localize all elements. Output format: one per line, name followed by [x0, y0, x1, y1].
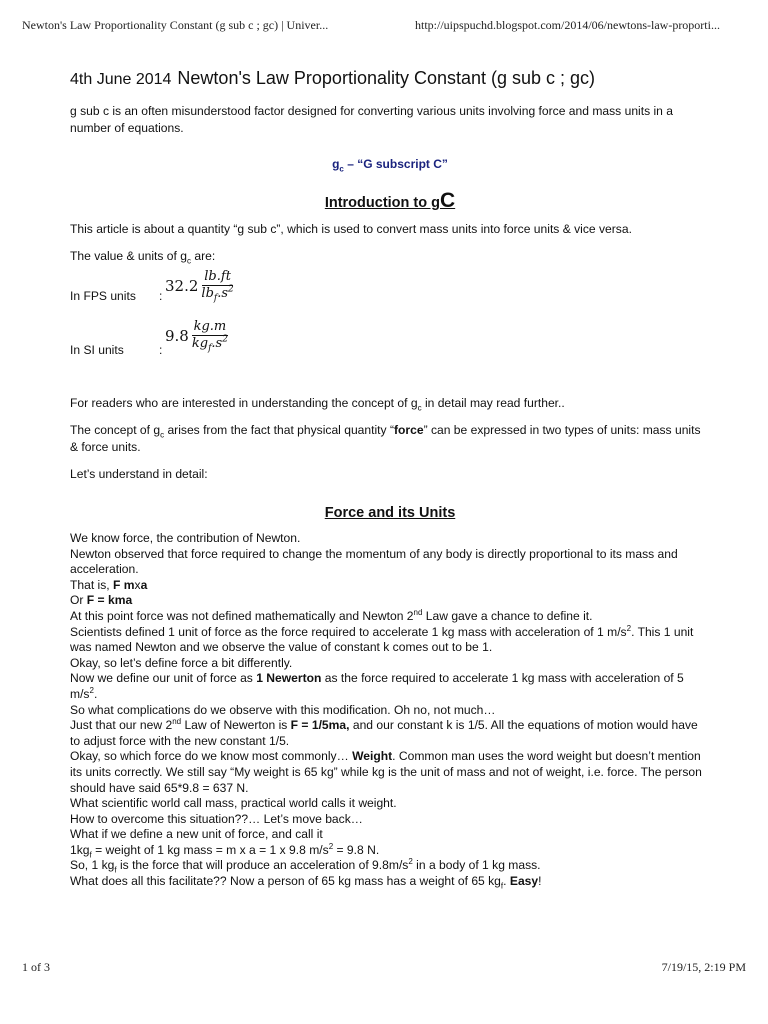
page-number: 1 of 3	[22, 960, 50, 974]
si-formula: 9.8 $\frac{kg.m}{kg_f.s^2}$	[165, 319, 228, 354]
section-heading-introduction: Introduction to gC	[324, 189, 456, 212]
post-title[interactable]: Newton's Law Proportionality Constant (g sub c ; gc)	[177, 68, 596, 88]
concept-paragraph: The concept of $g_c$ arises from the fact that physical quantity “force” can be expressed in two types of units: mass units & force units.	[70, 423, 701, 454]
fps-units-row: In FPS units : 32.2 $\frac{lb.ft}{lb_f.s^2}$	[70, 269, 234, 304]
force-line: Or F = kma	[70, 593, 133, 608]
print-header	[22, 18, 746, 34]
force-line: Okay, so let’s define force a bit differently.	[70, 655, 293, 670]
force-line: Now we define our unit of force as 1 Newerton as the force required to accelerate 1 kg mass with acceleration of 5 $m/s^2$.	[70, 671, 684, 701]
post-intro: g sub c is an often misunderstood factor designed for converting various units involving force and mass units in a number of equations.	[70, 104, 673, 135]
force-line: So, 1 $kg_f$ is the force that will produce an acceleration of $9.8m/s^2$ in a body of 1 kg mass.	[70, 857, 541, 875]
force-line: What scientific world call mass, practical world calls it weight.	[70, 796, 397, 811]
si-units-row: In SI units : 9.8 $\frac{kg.m}{kg_f.s^2}$	[70, 319, 228, 357]
force-line: Scientists defined 1 unit of force as the force required to accelerate 1 kg mass with acceleration of 1 $m/s^2$. This 1 unit was named Newton and we observe the value of constant k comes out to be 1.	[70, 623, 694, 655]
force-line: We know force, the contribution of Newton.	[70, 531, 301, 545]
print-page-url: http://uipspuchd.blogspot.com/2014/06/newtons-law-proporti...	[415, 18, 720, 32]
article-content	[70, 68, 710, 890]
post-date: 4th June 2014	[70, 71, 172, 88]
force-line: What if we define a new unit of force, and call it	[70, 827, 323, 842]
understand-paragraph: Let’s understand in detail:	[70, 467, 208, 481]
force-line: That is, F mxa	[70, 577, 148, 592]
print-footer	[22, 960, 746, 976]
force-line: Newton observed that force required to change the momentum of any body is directly proportional to its mass and acceleration.	[70, 546, 678, 577]
force-body	[70, 531, 710, 890]
force-line: At this point force was not defined mathematically and Newton 2nd Law gave a chance to define it.	[70, 607, 593, 623]
print-datetime: 7/19/15, 2:19 PM	[661, 960, 746, 974]
force-line: How to overcome this situation??… Let’s move back…	[70, 811, 363, 826]
intro-paragraph: This article is about a quantity “g sub c”, which is used to convert mass units into force units & vice versa.	[70, 222, 632, 236]
force-line: What does all this facilitate?? Now a person of 65 kg mass has a weight of 65 $kg_f$. Easy!	[70, 874, 542, 891]
force-line: Okay, so which force do we know most commonly… Weight. Common man uses the word weight but doesn’t mention its units correctly. We still say “My weight is 65 kg” while kg is the unit of mass and not of weight, i.e. force. The person should have said 65*9.8 = 637 N.	[70, 749, 702, 795]
fps-label: In FPS units	[70, 289, 136, 303]
readers-paragraph: For readers who are interested in understanding the concept of $g_c$ in detail may read further..	[70, 396, 565, 413]
units-intro: The value & units of $g_c$ are:	[70, 249, 216, 266]
force-line: So what complications do we observe with this modification. Oh no, not much…	[70, 702, 496, 717]
force-line: $1kg_f$ = weight of 1 kg mass = m x a = 1 x 9.8 $m/s^2 = 9.8$ N.	[70, 841, 380, 860]
si-label: In SI units	[70, 343, 124, 357]
section-heading-force: Force and its Units	[324, 505, 456, 521]
fps-formula: 32.2 $\frac{lb.ft}{lb_f.s^2}$	[165, 269, 234, 304]
force-line: Just that our new 2nd Law of Newerton is F = 1/5ma, and our constant k is 1/5. All the equations of motion would have to adjust force with the new constant 1/5.	[70, 717, 698, 748]
post-header	[70, 68, 710, 89]
print-page-title: Newton's Law Proportionality Constant (g sub c ; gc) | Univer...	[22, 18, 329, 32]
gc-caption: $g_c$ – “G subscript C”	[332, 157, 448, 174]
